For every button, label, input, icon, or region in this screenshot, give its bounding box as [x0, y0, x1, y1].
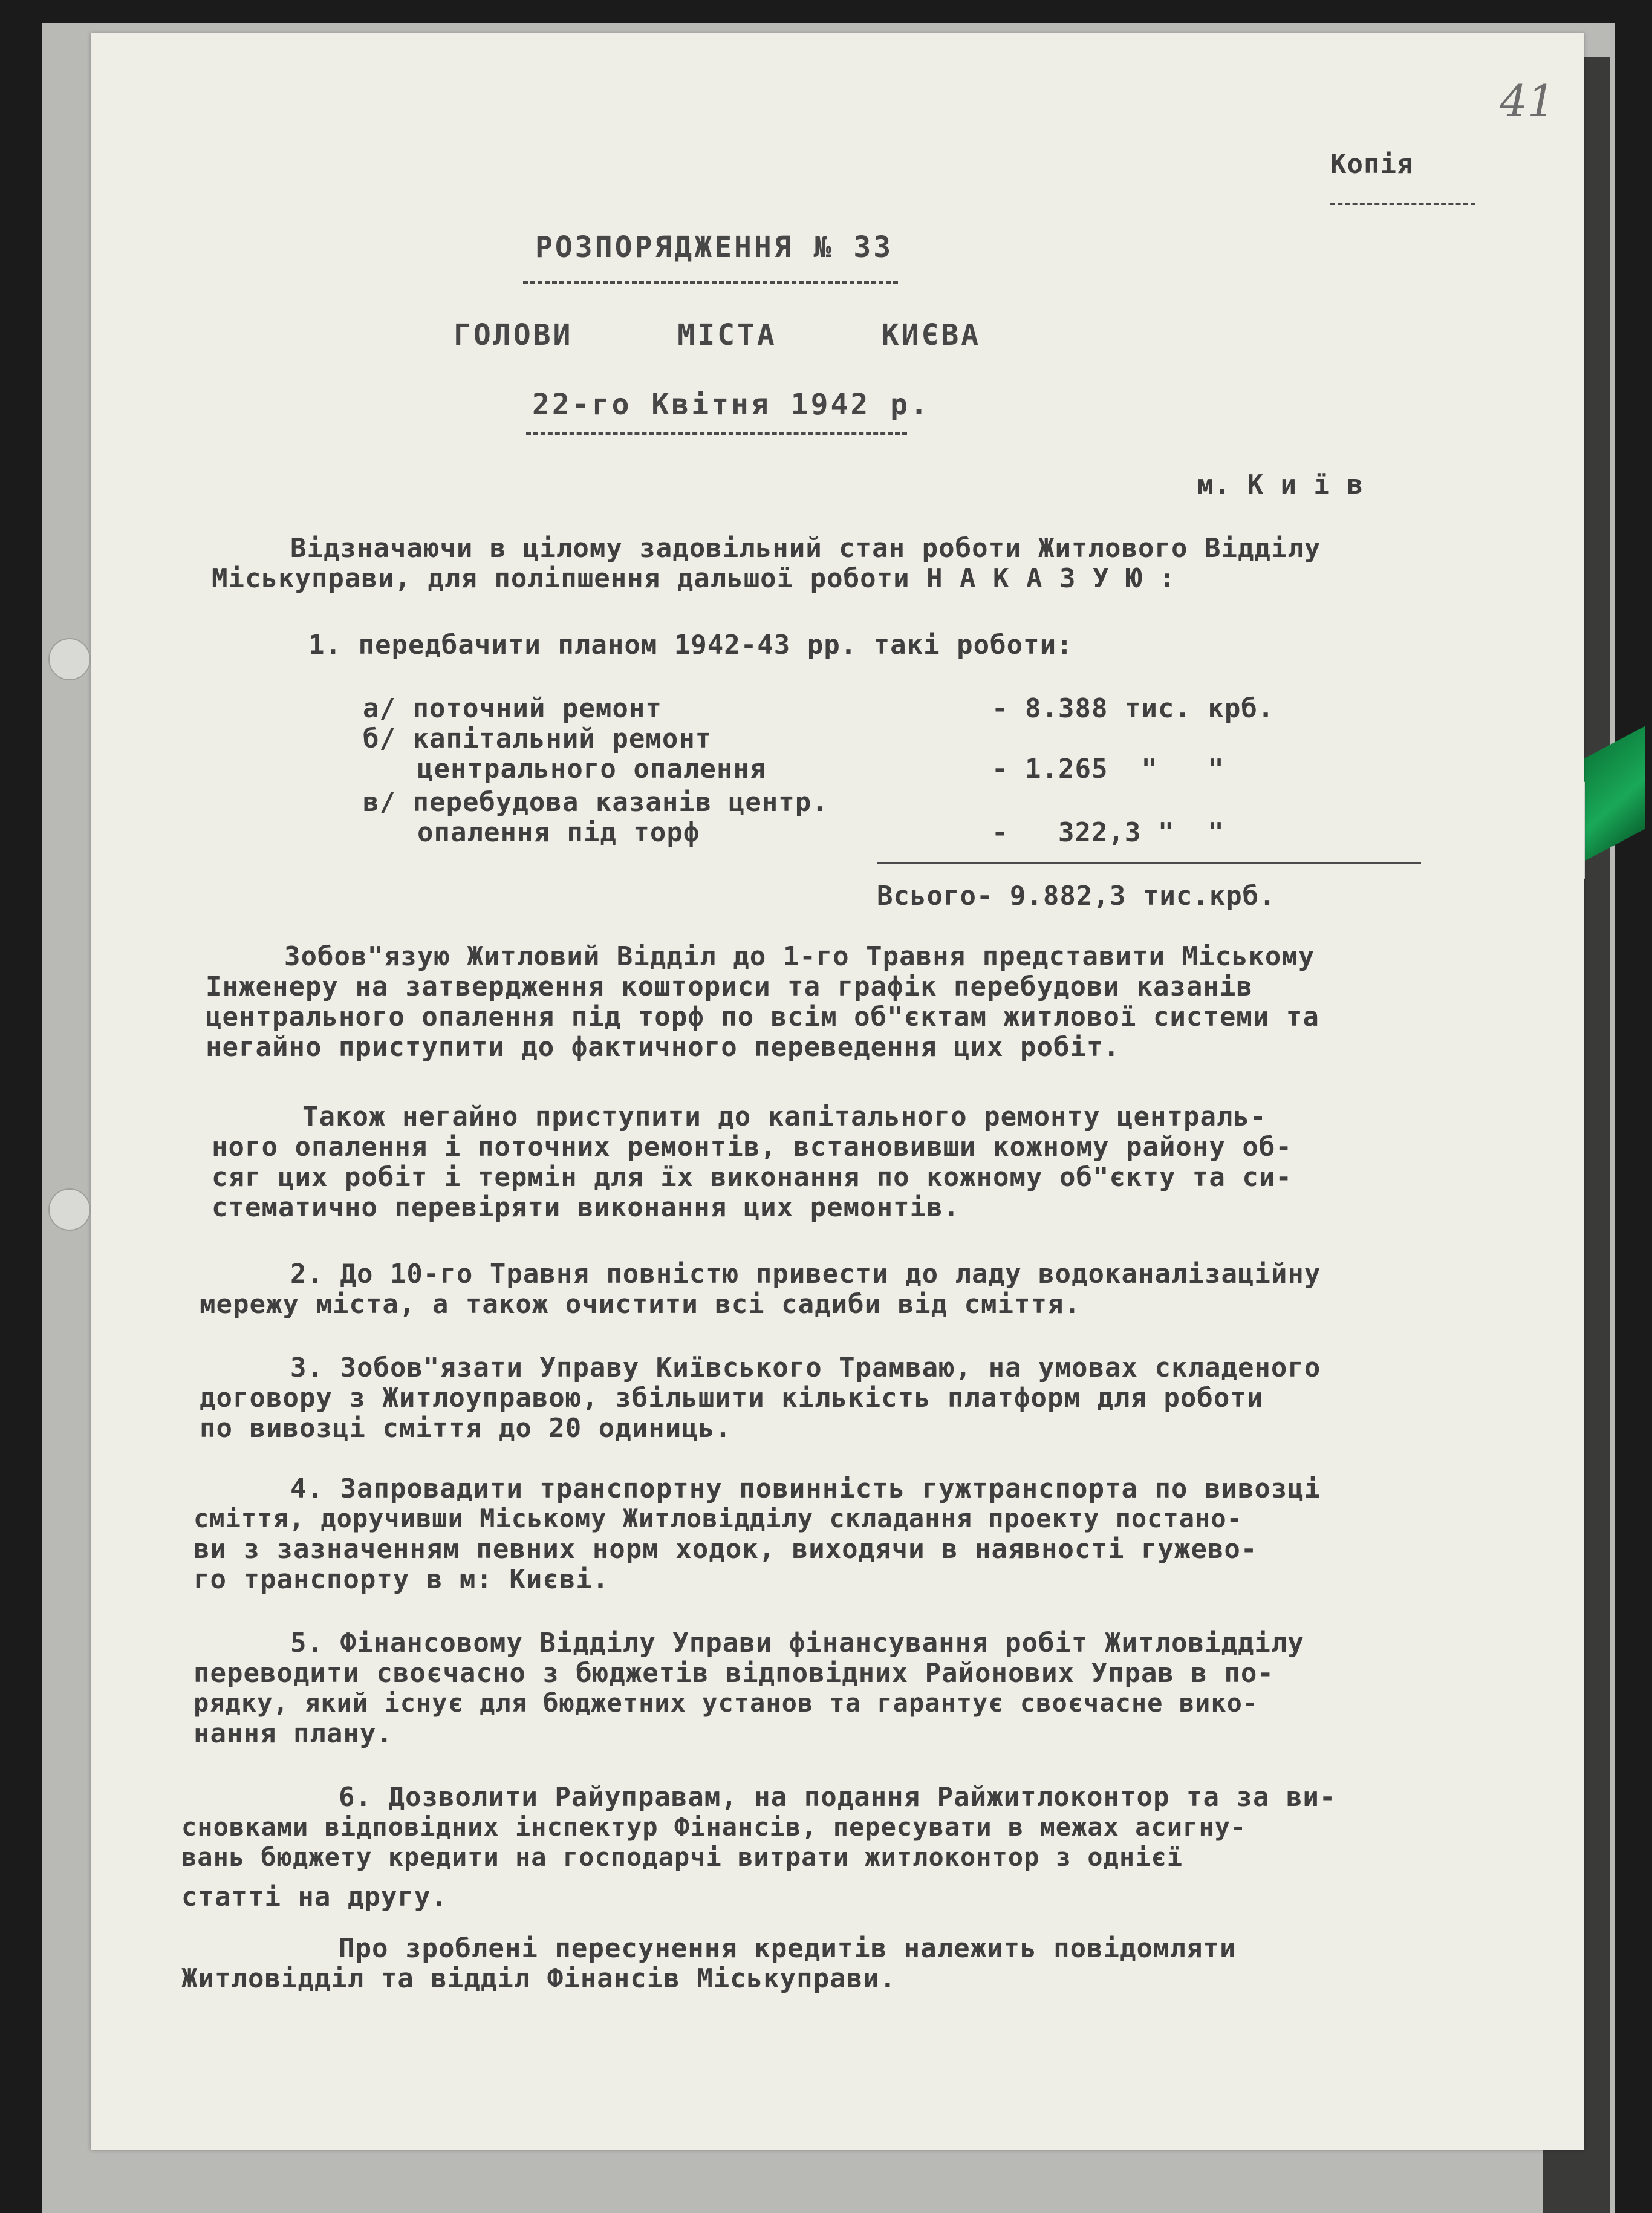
- para-4-line-2: договору з Житлоуправою, збільшити кількість платформ для роботи: [200, 1383, 1264, 1413]
- work-c-label: в/ перебудова казанів центр.: [363, 787, 828, 818]
- work-a-label: а/ поточний ремонт: [363, 693, 662, 724]
- closing-line-1: Про зроблені пересунення кредитів належить повідомляти: [339, 1933, 1237, 1964]
- para-4-line-1: 3. Зобов"язати Управу Київського Трамваю, на умовах складеного: [290, 1352, 1321, 1383]
- order-date: 22-го Квітня 1942 р.: [532, 388, 930, 422]
- copy-label: Копія: [1330, 149, 1414, 180]
- para-1-line-1: Зобов"язую Житловий Відділ до 1-го Травня представити Міському: [284, 941, 1315, 972]
- para-6-line-1: 5. Фінансовому Відділу Управи фінансування робіт Житловідділу: [290, 1628, 1304, 1658]
- para-2-line-4: стематично перевіряти виконання цих ремонтів.: [212, 1192, 960, 1223]
- para-2-line-3: сяг цих робіт і термін для їх виконання по кожному об"єкту та си-: [212, 1162, 1292, 1193]
- work-b-label-cont: центрального опалення: [417, 754, 767, 784]
- works-total: Всього- 9.882,3 тис.крб.: [877, 881, 1276, 911]
- document-page: [91, 33, 1584, 2150]
- para-3-line-2: мережу міста, а також очистити всі садиби від сміття.: [200, 1289, 1081, 1320]
- closing-line-2: Житловідділ та відділ Фінансів Міськуправи.: [181, 1963, 897, 1994]
- order-city: м. К и ї в: [1197, 469, 1364, 500]
- para-6-line-2: переводити своєчасно з бюджетів відповідних Районових Управ в по-: [193, 1658, 1274, 1689]
- para-5-line-3: ви з зазначенням певних норм ходок, виходячи в наявності гужево-: [193, 1534, 1258, 1565]
- archive-page-number: 41: [1500, 76, 1555, 126]
- para-6-line-4: нання плану.: [193, 1718, 393, 1749]
- title-underline: [523, 281, 898, 284]
- para-1-line-2: Інженеру на затвердження кошториси та графік перебудови казанів: [206, 971, 1253, 1002]
- para-7-line-3: вань бюджету кредити на господарчі витрати житлоконтор з однієї: [181, 1842, 1183, 1872]
- order-title: РОЗПОРЯДЖЕННЯ № 33: [535, 230, 894, 264]
- work-c-amount: - 322,3 " ": [992, 817, 1224, 848]
- para-6-line-3: рядку, який існує для бюджетних установ та гарантує своєчасне вико-: [193, 1688, 1259, 1718]
- total-rule: [877, 862, 1421, 864]
- para-7-line-1: 6. Дозволити Райуправам, на подання Райжитлоконтор та за ви-: [339, 1782, 1336, 1813]
- work-b-amount: - 1.265 " ": [992, 754, 1224, 784]
- para-4-line-3: по вивозці сміття до 20 одиниць.: [200, 1413, 732, 1444]
- para-7-line-4: статті на другу.: [181, 1882, 447, 1912]
- order-issuer: ГОЛОВИ МІСТА КИЄВА: [454, 318, 981, 352]
- preamble-line-1: Відзначаючи в цілому задовільний стан роботи Житлового Відділу: [290, 533, 1321, 564]
- para-5-line-4: го транспорту в м: Києві.: [193, 1564, 610, 1595]
- copy-underline: [1330, 203, 1475, 205]
- para-1-line-3: центрального опалення під торф по всім об"єктам житлової системи та: [206, 1002, 1319, 1032]
- work-b-label: б/ капітальний ремонт: [363, 723, 712, 754]
- para-5-line-1: 4. Запровадити транспортну повинність гужтранспорта по вивозці: [290, 1473, 1321, 1504]
- para-3-line-1: 2. До 10-го Травня повністю привести до ладу водоканалізаційну: [290, 1259, 1321, 1289]
- work-a-amount: - 8.388 тис. крб.: [992, 693, 1275, 724]
- para-2-line-2: ного опалення і поточних ремонтів, встановивши кожному району об-: [212, 1132, 1292, 1162]
- para-5-line-2: сміття, доручивши Міському Житловідділу складання проекту постано-: [193, 1504, 1243, 1533]
- para-2-line-1: Також негайно приступити до капітального ремонту централь-: [302, 1101, 1267, 1132]
- punch-hole-top: [48, 638, 91, 680]
- date-underline: [526, 432, 907, 435]
- work-c-label-cont: опалення під торф: [417, 817, 700, 848]
- item-1-intro: 1. передбачити планом 1942-43 рр. такі роботи:: [308, 630, 1073, 660]
- para-1-line-4: негайно приступити до фактичного переведення цих робіт.: [206, 1032, 1120, 1063]
- punch-hole-bottom: [48, 1188, 91, 1231]
- preamble-line-2: Міськуправи, для поліпшення дальшої роботи Н А К А З У Ю :: [212, 563, 1176, 594]
- para-7-line-2: сновками відповідних інспектур Фінансів, пересувати в межах асигну-: [181, 1812, 1247, 1842]
